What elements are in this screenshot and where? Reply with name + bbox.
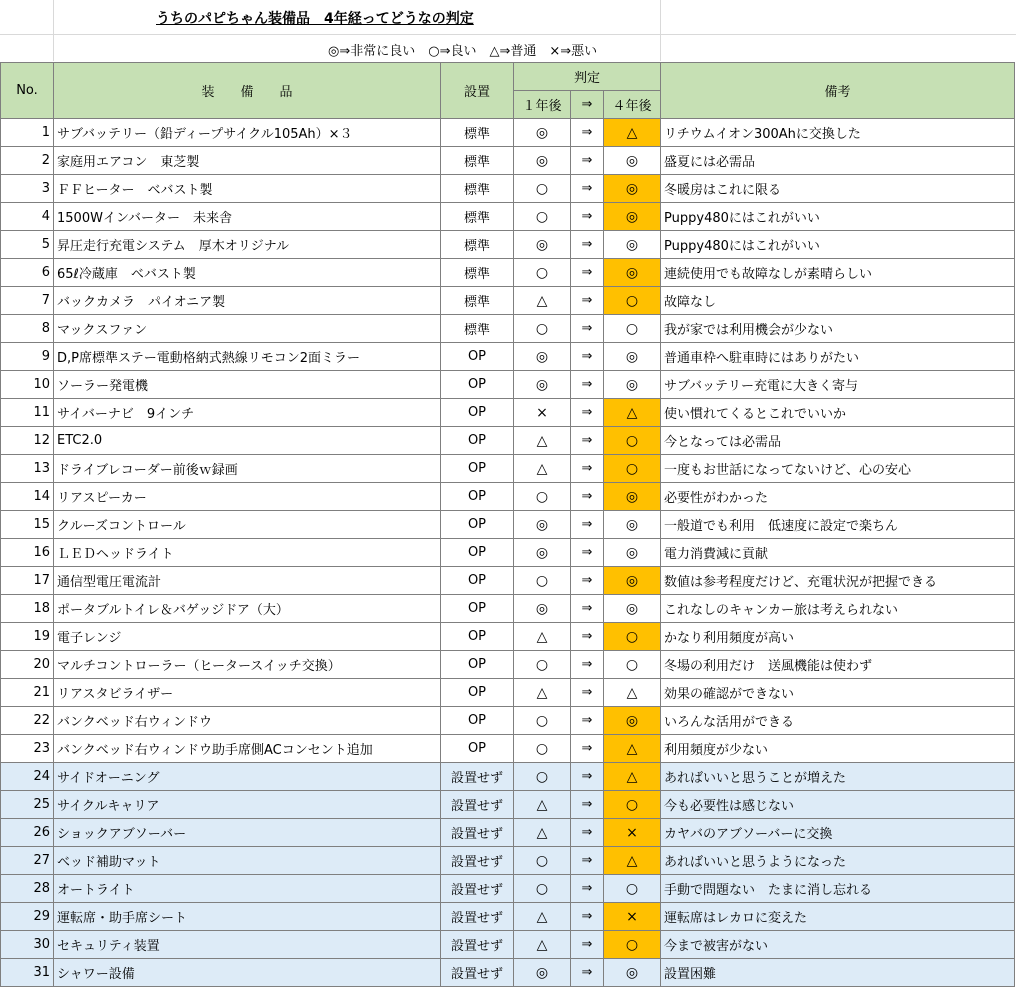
cell-note[interactable]: 一度もお世話になってないけど、心の安心 bbox=[661, 455, 1015, 483]
cell-note[interactable]: 普通車枠へ駐車時にはありがたい bbox=[661, 343, 1015, 371]
table-row bbox=[1, 959, 1015, 987]
title-row bbox=[0, 0, 1016, 35]
cell-no[interactable]: 12 bbox=[1, 427, 54, 455]
cell-item[interactable]: マルチコントローラー（ヒータースイッチ交換） bbox=[54, 651, 441, 679]
cell-arrow[interactable]: ⇒ bbox=[571, 735, 604, 763]
table-row bbox=[1, 539, 1015, 567]
table-row bbox=[1, 567, 1015, 595]
cell-note[interactable]: 設置困難 bbox=[661, 959, 1015, 987]
table-row bbox=[1, 679, 1015, 707]
table-row bbox=[1, 931, 1015, 959]
cell-year4[interactable]: ○ bbox=[604, 455, 661, 483]
cell-arrow[interactable]: ⇒ bbox=[571, 763, 604, 791]
cell-note[interactable]: 我が家では利用機会が少ない bbox=[661, 315, 1015, 343]
cell-arrow[interactable]: ⇒ bbox=[571, 455, 604, 483]
cell-no[interactable]: 18 bbox=[1, 595, 54, 623]
cell-year4[interactable]: ◎ bbox=[604, 959, 661, 987]
cell-no[interactable]: 21 bbox=[1, 679, 54, 707]
table-row bbox=[1, 903, 1015, 931]
cell-no[interactable]: 23 bbox=[1, 735, 54, 763]
table-row bbox=[1, 259, 1015, 287]
cell-year4[interactable]: ○ bbox=[604, 791, 661, 819]
cell-arrow[interactable]: ⇒ bbox=[571, 707, 604, 735]
table-row bbox=[1, 343, 1015, 371]
cell-note[interactable]: 今まで被害がない bbox=[661, 931, 1015, 959]
cell-no[interactable]: 30 bbox=[1, 931, 54, 959]
cell-item[interactable]: オートライト bbox=[54, 875, 441, 903]
cell-no[interactable]: 22 bbox=[1, 707, 54, 735]
cell-year4[interactable]: ◎ bbox=[604, 707, 661, 735]
cell-install[interactable]: 設置せず bbox=[441, 959, 514, 987]
cell-no[interactable]: 31 bbox=[1, 959, 54, 987]
cell-arrow[interactable]: ⇒ bbox=[571, 651, 604, 679]
header-notes[interactable]: 備考 bbox=[661, 63, 1015, 119]
cell-install[interactable]: OP bbox=[441, 651, 514, 679]
cell-year1[interactable]: ◎ bbox=[514, 119, 571, 147]
cell-item[interactable]: 運転席・助手席シート bbox=[54, 903, 441, 931]
cell-note[interactable]: 今も必要性は感じない bbox=[661, 791, 1015, 819]
cell-year4[interactable]: ○ bbox=[604, 623, 661, 651]
cell-note[interactable]: 数値は参考程度だけど、充電状況が把握できる bbox=[661, 567, 1015, 595]
cell-year4[interactable]: △ bbox=[604, 847, 661, 875]
cell-item[interactable]: サイバーナビ 9インチ bbox=[54, 399, 441, 427]
cell-year1[interactable]: ○ bbox=[514, 483, 571, 511]
cell-arrow[interactable]: ⇒ bbox=[571, 427, 604, 455]
cell-note[interactable]: これなしのキャンカー旅は考えられない bbox=[661, 595, 1015, 623]
cell-note[interactable]: リチウムイオン300Ahに交換した bbox=[661, 119, 1015, 147]
cell-year4[interactable]: ◎ bbox=[604, 511, 661, 539]
cell-install[interactable]: OP bbox=[441, 511, 514, 539]
cell-year4[interactable]: ◎ bbox=[604, 371, 661, 399]
table-row bbox=[1, 707, 1015, 735]
cell-item[interactable]: バンクベッド右ウィンドウ助手席側ACコンセント追加 bbox=[54, 735, 441, 763]
table-row bbox=[1, 371, 1015, 399]
cell-install[interactable]: OP bbox=[441, 371, 514, 399]
cell-arrow[interactable]: ⇒ bbox=[571, 847, 604, 875]
cell-install[interactable]: OP bbox=[441, 539, 514, 567]
table-row bbox=[1, 315, 1015, 343]
cell-year1[interactable]: ◎ bbox=[514, 371, 571, 399]
cell-arrow[interactable]: ⇒ bbox=[571, 595, 604, 623]
cell-no[interactable]: 17 bbox=[1, 567, 54, 595]
cell-year1[interactable]: ○ bbox=[514, 707, 571, 735]
cell-note[interactable]: いろんな活用ができる bbox=[661, 707, 1015, 735]
cell-item[interactable]: ショックアブソーバー bbox=[54, 819, 441, 847]
cell-install[interactable]: 標準 bbox=[441, 147, 514, 175]
cell-arrow[interactable]: ⇒ bbox=[571, 399, 604, 427]
cell-note[interactable]: カヤバのアブソーバーに交換 bbox=[661, 819, 1015, 847]
cell-year1[interactable]: △ bbox=[514, 819, 571, 847]
cell-install[interactable]: 標準 bbox=[441, 315, 514, 343]
equipment-table bbox=[0, 62, 1015, 987]
cell-install[interactable]: OP bbox=[441, 343, 514, 371]
cell-year1[interactable]: ○ bbox=[514, 203, 571, 231]
cell-year1[interactable]: ○ bbox=[514, 847, 571, 875]
cell-year4[interactable]: ◎ bbox=[604, 343, 661, 371]
cell-item[interactable]: 通信型電圧電流計 bbox=[54, 567, 441, 595]
cell-year1[interactable]: △ bbox=[514, 427, 571, 455]
cell-no[interactable]: 19 bbox=[1, 623, 54, 651]
table-row bbox=[1, 483, 1015, 511]
cell-year4[interactable]: △ bbox=[604, 763, 661, 791]
cell-install[interactable]: 設置せず bbox=[441, 875, 514, 903]
cell-year4[interactable]: ○ bbox=[604, 427, 661, 455]
cell-install[interactable]: OP bbox=[441, 427, 514, 455]
cell-year1[interactable]: ○ bbox=[514, 763, 571, 791]
table-body bbox=[1, 119, 1015, 987]
table-row bbox=[1, 427, 1015, 455]
cell-arrow[interactable]: ⇒ bbox=[571, 119, 604, 147]
cell-year4[interactable]: ◎ bbox=[604, 203, 661, 231]
cell-install[interactable]: OP bbox=[441, 399, 514, 427]
cell-arrow[interactable]: ⇒ bbox=[571, 679, 604, 707]
cell-no[interactable]: 10 bbox=[1, 371, 54, 399]
cell-install[interactable]: 設置せず bbox=[441, 763, 514, 791]
cell-item[interactable]: サイドオーニング bbox=[54, 763, 441, 791]
header-arrow[interactable]: ⇒ bbox=[571, 91, 604, 119]
cell-year1[interactable]: ○ bbox=[514, 651, 571, 679]
table-row bbox=[1, 875, 1015, 903]
cell-item[interactable]: ドライブレコーダー前後ｗ録画 bbox=[54, 455, 441, 483]
cell-year1[interactable]: ○ bbox=[514, 735, 571, 763]
cell-arrow[interactable]: ⇒ bbox=[571, 203, 604, 231]
cell-year4[interactable]: △ bbox=[604, 735, 661, 763]
cell-no[interactable]: 2 bbox=[1, 147, 54, 175]
cell-arrow[interactable]: ⇒ bbox=[571, 511, 604, 539]
table-row bbox=[1, 819, 1015, 847]
cell-install[interactable]: OP bbox=[441, 483, 514, 511]
cell-year1[interactable]: △ bbox=[514, 623, 571, 651]
cell-install[interactable]: OP bbox=[441, 623, 514, 651]
cell-year1[interactable]: ○ bbox=[514, 567, 571, 595]
cell-item[interactable]: 家庭用エアコン 東芝製 bbox=[54, 147, 441, 175]
cell-item[interactable]: ETC2.0 bbox=[54, 427, 441, 455]
cell-year1[interactable]: ◎ bbox=[514, 147, 571, 175]
cell-item[interactable]: ソーラー発電機 bbox=[54, 371, 441, 399]
cell-no[interactable]: 4 bbox=[1, 203, 54, 231]
cell-arrow[interactable]: ⇒ bbox=[571, 259, 604, 287]
legend-row-blank-cell[interactable] bbox=[0, 35, 54, 61]
table-row bbox=[1, 623, 1015, 651]
cell-install[interactable]: 設置せず bbox=[441, 847, 514, 875]
header-item[interactable]: 装 備 品 bbox=[54, 63, 441, 119]
cell-year1[interactable]: ○ bbox=[514, 875, 571, 903]
cell-note[interactable]: あればいいと思うことが増えた bbox=[661, 763, 1015, 791]
cell-year4[interactable]: ○ bbox=[604, 931, 661, 959]
cell-note[interactable]: Puppy480にはこれがいい bbox=[661, 203, 1015, 231]
header-year4[interactable]: ４年後 bbox=[604, 91, 661, 119]
cell-install[interactable]: 標準 bbox=[441, 119, 514, 147]
cell-year4[interactable]: ○ bbox=[604, 315, 661, 343]
cell-no[interactable]: 29 bbox=[1, 903, 54, 931]
cell-year4[interactable]: ◎ bbox=[604, 175, 661, 203]
cell-no[interactable]: 11 bbox=[1, 399, 54, 427]
cell-note[interactable]: 使い慣れてくるとこれでいいか bbox=[661, 399, 1015, 427]
cell-install[interactable]: 標準 bbox=[441, 175, 514, 203]
cell-no[interactable]: 24 bbox=[1, 763, 54, 791]
cell-note[interactable]: 手動で問題ない たまに消し忘れる bbox=[661, 875, 1015, 903]
cell-install[interactable]: OP bbox=[441, 567, 514, 595]
cell-arrow[interactable]: ⇒ bbox=[571, 931, 604, 959]
cell-year1[interactable]: ◎ bbox=[514, 595, 571, 623]
cell-year1[interactable]: △ bbox=[514, 287, 571, 315]
cell-item[interactable]: 65ℓ冷蔵庫 ベバスト製 bbox=[54, 259, 441, 287]
cell-year1[interactable]: △ bbox=[514, 903, 571, 931]
cell-arrow[interactable]: ⇒ bbox=[571, 483, 604, 511]
cell-year1[interactable]: ◎ bbox=[514, 959, 571, 987]
cell-note[interactable]: 冬場の利用だけ 送風機能は使わず bbox=[661, 651, 1015, 679]
cell-no[interactable]: 20 bbox=[1, 651, 54, 679]
cell-year4[interactable]: × bbox=[604, 903, 661, 931]
cell-item[interactable]: セキュリティ装置 bbox=[54, 931, 441, 959]
table-row bbox=[1, 147, 1015, 175]
title-row-blank-cell[interactable] bbox=[0, 0, 54, 34]
cell-install[interactable]: 設置せず bbox=[441, 791, 514, 819]
cell-item[interactable]: ベッド補助マット bbox=[54, 847, 441, 875]
cell-arrow[interactable]: ⇒ bbox=[571, 819, 604, 847]
cell-no[interactable]: 7 bbox=[1, 287, 54, 315]
table-row bbox=[1, 119, 1015, 147]
cell-note[interactable]: かなり利用頻度が高い bbox=[661, 623, 1015, 651]
cell-year4[interactable]: ○ bbox=[604, 287, 661, 315]
cell-item[interactable]: サブバッテリー（鉛ディープサイクル105Ah）×３ bbox=[54, 119, 441, 147]
cell-no[interactable]: 16 bbox=[1, 539, 54, 567]
cell-note[interactable]: 利用頻度が少ない bbox=[661, 735, 1015, 763]
cell-year4[interactable]: × bbox=[604, 819, 661, 847]
cell-arrow[interactable]: ⇒ bbox=[571, 791, 604, 819]
cell-year4[interactable]: △ bbox=[604, 119, 661, 147]
cell-arrow[interactable]: ⇒ bbox=[571, 315, 604, 343]
cell-year1[interactable]: ◎ bbox=[514, 511, 571, 539]
cell-arrow[interactable]: ⇒ bbox=[571, 287, 604, 315]
cell-install[interactable]: 標準 bbox=[441, 203, 514, 231]
cell-arrow[interactable]: ⇒ bbox=[571, 147, 604, 175]
table-row bbox=[1, 175, 1015, 203]
table-row bbox=[1, 595, 1015, 623]
cell-note[interactable]: 冬暖房はこれに限る bbox=[661, 175, 1015, 203]
cell-no[interactable]: 8 bbox=[1, 315, 54, 343]
header-no[interactable]: No. bbox=[1, 63, 54, 119]
cell-arrow[interactable]: ⇒ bbox=[571, 371, 604, 399]
cell-install[interactable]: OP bbox=[441, 679, 514, 707]
cell-year4[interactable]: ◎ bbox=[604, 539, 661, 567]
cell-install[interactable]: OP bbox=[441, 707, 514, 735]
cell-note[interactable]: 効果の確認ができない bbox=[661, 679, 1015, 707]
cell-install[interactable]: 設置せず bbox=[441, 931, 514, 959]
cell-arrow[interactable]: ⇒ bbox=[571, 959, 604, 987]
header-judge[interactable]: 判定 bbox=[514, 63, 661, 91]
cell-item[interactable]: リアスピーカー bbox=[54, 483, 441, 511]
cell-no[interactable]: 5 bbox=[1, 231, 54, 259]
cell-year1[interactable]: △ bbox=[514, 679, 571, 707]
cell-year1[interactable]: ○ bbox=[514, 315, 571, 343]
cell-item[interactable]: 電子レンジ bbox=[54, 623, 441, 651]
table-row bbox=[1, 763, 1015, 791]
page-title: うちのパピちゃん装備品 4年経ってどうなの判定 bbox=[156, 11, 474, 27]
cell-year4[interactable]: ◎ bbox=[604, 595, 661, 623]
cell-arrow[interactable]: ⇒ bbox=[571, 903, 604, 931]
cell-note[interactable]: 運転席はレカロに変えた bbox=[661, 903, 1015, 931]
table-row bbox=[1, 847, 1015, 875]
cell-install[interactable]: 標準 bbox=[441, 259, 514, 287]
cell-item[interactable]: シャワー設備 bbox=[54, 959, 441, 987]
legend: ◎⇒非常に良い ○⇒良い △⇒普通 ×⇒悪い bbox=[328, 44, 598, 59]
cell-note[interactable]: 盛夏には必需品 bbox=[661, 147, 1015, 175]
cell-no[interactable]: 15 bbox=[1, 511, 54, 539]
cell-no[interactable]: 9 bbox=[1, 343, 54, 371]
cell-year4[interactable]: ◎ bbox=[604, 259, 661, 287]
cell-no[interactable]: 27 bbox=[1, 847, 54, 875]
cell-no[interactable]: 1 bbox=[1, 119, 54, 147]
cell-no[interactable]: 25 bbox=[1, 791, 54, 819]
cell-no[interactable]: 26 bbox=[1, 819, 54, 847]
cell-note[interactable]: 連続使用でも故障なしが素晴らしい bbox=[661, 259, 1015, 287]
table-row bbox=[1, 791, 1015, 819]
cell-note[interactable]: 電力消費減に貢献 bbox=[661, 539, 1015, 567]
cell-no[interactable]: 3 bbox=[1, 175, 54, 203]
cell-item[interactable]: 1500Wインバーター 未来舎 bbox=[54, 203, 441, 231]
table-row bbox=[1, 455, 1015, 483]
cell-note[interactable]: 故障なし bbox=[661, 287, 1015, 315]
cell-item[interactable]: 昇圧走行充電システム 厚木オリジナル bbox=[54, 231, 441, 259]
cell-year4[interactable]: ◎ bbox=[604, 567, 661, 595]
header-year1[interactable]: １年後 bbox=[514, 91, 571, 119]
cell-item[interactable]: バンクベッド右ウィンドウ bbox=[54, 707, 441, 735]
cell-note[interactable]: サブバッテリー充電に大きく寄与 bbox=[661, 371, 1015, 399]
cell-year4[interactable]: △ bbox=[604, 399, 661, 427]
table-row bbox=[1, 651, 1015, 679]
cell-arrow[interactable]: ⇒ bbox=[571, 343, 604, 371]
cell-arrow[interactable]: ⇒ bbox=[571, 231, 604, 259]
cell-note[interactable]: あればいいと思うようになった bbox=[661, 847, 1015, 875]
table-row bbox=[1, 203, 1015, 231]
cell-item[interactable]: ポータブルトイレ＆バゲッジドア（大） bbox=[54, 595, 441, 623]
cell-year4[interactable]: ○ bbox=[604, 651, 661, 679]
cell-year1[interactable]: △ bbox=[514, 791, 571, 819]
cell-item[interactable]: バックカメラ パイオニア製 bbox=[54, 287, 441, 315]
table-row bbox=[1, 231, 1015, 259]
cell-year4[interactable]: ◎ bbox=[604, 483, 661, 511]
cell-item[interactable]: ＬＥＤヘッドライト bbox=[54, 539, 441, 567]
cell-item[interactable]: ＦＦヒーター ベバスト製 bbox=[54, 175, 441, 203]
table-row bbox=[1, 735, 1015, 763]
cell-year4[interactable]: △ bbox=[604, 679, 661, 707]
cell-note[interactable]: 必要性がわかった bbox=[661, 483, 1015, 511]
cell-arrow[interactable]: ⇒ bbox=[571, 539, 604, 567]
cell-year1[interactable]: △ bbox=[514, 931, 571, 959]
cell-year1[interactable]: △ bbox=[514, 455, 571, 483]
table-row bbox=[1, 399, 1015, 427]
cell-no[interactable]: 28 bbox=[1, 875, 54, 903]
cell-install[interactable]: OP bbox=[441, 595, 514, 623]
cell-year1[interactable]: ○ bbox=[514, 175, 571, 203]
cell-install[interactable]: 設置せず bbox=[441, 819, 514, 847]
cell-year4[interactable]: ○ bbox=[604, 875, 661, 903]
cell-year1[interactable]: ○ bbox=[514, 259, 571, 287]
cell-year1[interactable]: ◎ bbox=[514, 343, 571, 371]
cell-year1[interactable]: ◎ bbox=[514, 539, 571, 567]
cell-no[interactable]: 6 bbox=[1, 259, 54, 287]
cell-install[interactable]: OP bbox=[441, 735, 514, 763]
cell-item[interactable]: リアスタビライザー bbox=[54, 679, 441, 707]
cell-no[interactable]: 13 bbox=[1, 455, 54, 483]
cell-arrow[interactable]: ⇒ bbox=[571, 567, 604, 595]
cell-install[interactable]: 設置せず bbox=[441, 903, 514, 931]
cell-note[interactable]: 一般道でも利用 低速度に設定で楽ちん bbox=[661, 511, 1015, 539]
cell-arrow[interactable]: ⇒ bbox=[571, 175, 604, 203]
cell-year4[interactable]: ◎ bbox=[604, 147, 661, 175]
cell-no[interactable]: 14 bbox=[1, 483, 54, 511]
cell-item[interactable]: サイクルキャリア bbox=[54, 791, 441, 819]
cell-install[interactable]: OP bbox=[441, 455, 514, 483]
cell-install[interactable]: 標準 bbox=[441, 231, 514, 259]
cell-arrow[interactable]: ⇒ bbox=[571, 623, 604, 651]
cell-year1[interactable]: ◎ bbox=[514, 231, 571, 259]
cell-item[interactable]: クルーズコントロール bbox=[54, 511, 441, 539]
cell-install[interactable]: 標準 bbox=[441, 287, 514, 315]
cell-arrow[interactable]: ⇒ bbox=[571, 875, 604, 903]
cell-year1[interactable]: × bbox=[514, 399, 571, 427]
cell-year4[interactable]: ◎ bbox=[604, 231, 661, 259]
cell-note[interactable]: 今となっては必需品 bbox=[661, 427, 1015, 455]
header-install[interactable]: 設置 bbox=[441, 63, 514, 119]
table-row bbox=[1, 511, 1015, 539]
cell-note[interactable]: Puppy480にはこれがいい bbox=[661, 231, 1015, 259]
cell-item[interactable]: マックスファン bbox=[54, 315, 441, 343]
table-row bbox=[1, 287, 1015, 315]
cell-item[interactable]: D,P席標準ステー電動格納式熱線リモコン2面ミラー bbox=[54, 343, 441, 371]
